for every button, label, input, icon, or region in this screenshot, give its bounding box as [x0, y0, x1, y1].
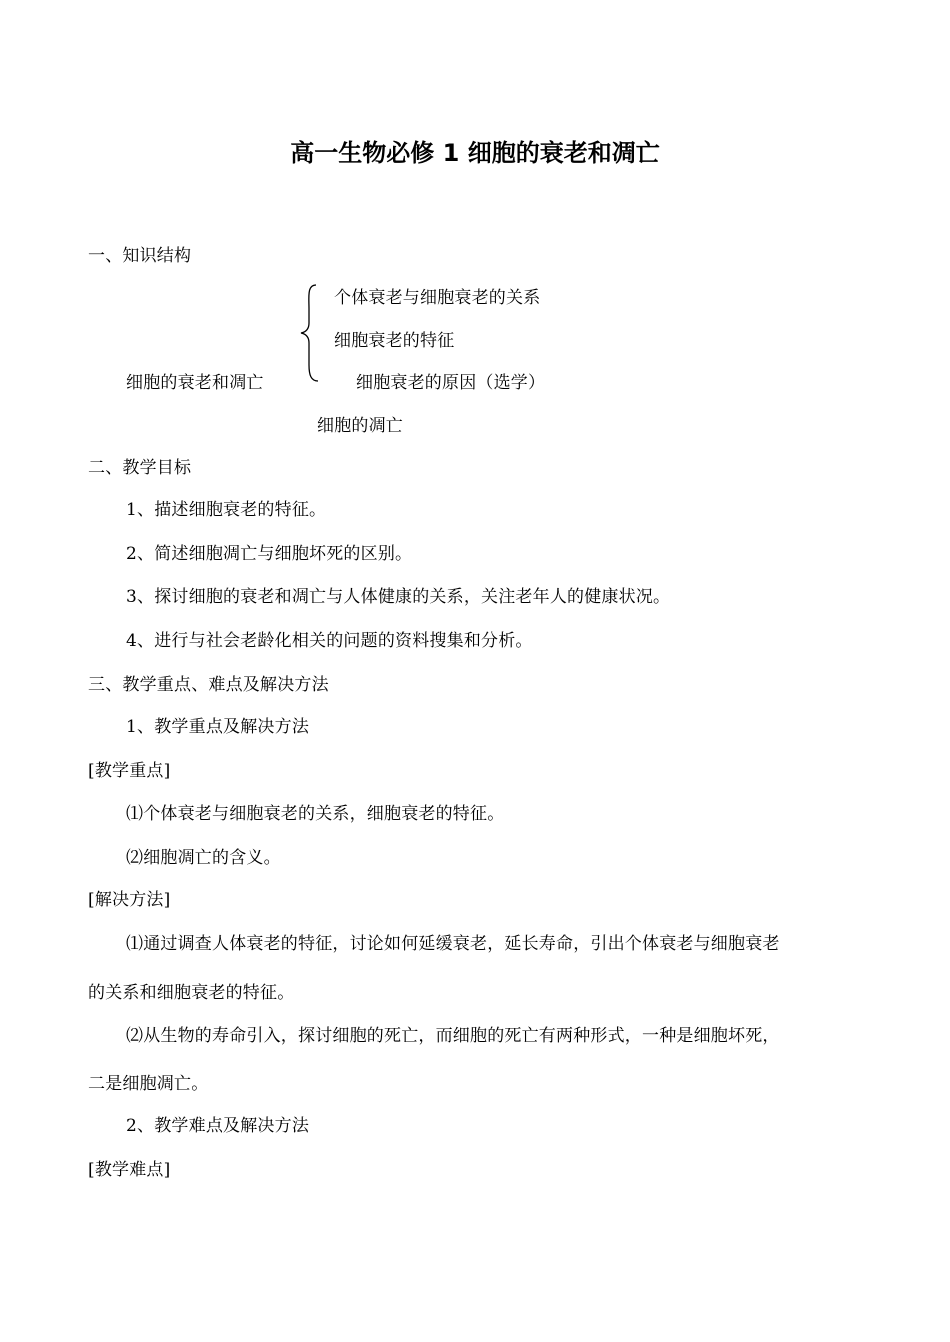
section-heading-goals: 二、教学目标 — [88, 458, 192, 478]
subheading-difficulties: 2、教学难点及解决方法 — [126, 1116, 310, 1136]
label-methods: [解决方法] — [88, 890, 171, 910]
method-item-1-line-1: ⑴通过调查人体衰老的特征，讨论如何延缓衰老，延长寿命，引出个体衰老与细胞衰老 — [126, 934, 780, 954]
section-heading-key-points: 三、教学重点、难点及解决方法 — [88, 675, 329, 695]
section-heading-structure: 一、知识结构 — [88, 246, 192, 266]
structure-branch-1: 个体衰老与细胞衰老的关系 — [334, 288, 541, 308]
goal-item: 1、描述细胞衰老的特征。 — [126, 500, 327, 520]
label-key-points: [教学重点] — [88, 761, 171, 781]
goal-item: 2、简述细胞凋亡与细胞坏死的区别。 — [126, 544, 413, 564]
key-point-item: ⑴个体衰老与细胞衰老的关系，细胞衰老的特征。 — [126, 804, 505, 824]
goal-item: 3、探讨细胞的衰老和凋亡与人体健康的关系，关注老年人的健康状况。 — [126, 587, 671, 607]
structure-root: 细胞的衰老和凋亡 — [126, 373, 264, 393]
curly-brace-icon — [298, 283, 320, 383]
structure-branch-3: 细胞衰老的原因（选学） — [356, 373, 546, 393]
label-difficulties: [教学难点] — [88, 1160, 171, 1180]
method-item-2-line-2: 二是细胞凋亡。 — [88, 1074, 209, 1094]
document-title: 高一生物必修 1 细胞的衰老和凋亡 — [290, 139, 660, 167]
key-point-item: ⑵细胞凋亡的含义。 — [126, 848, 281, 868]
method-item-2-line-1: ⑵从生物的寿命引入，探讨细胞的死亡，而细胞的死亡有两种形式，一种是细胞坏死， — [126, 1026, 780, 1046]
structure-branch-2: 细胞衰老的特征 — [334, 331, 455, 351]
subheading-key-points: 1、教学重点及解决方法 — [126, 717, 310, 737]
goal-item: 4、进行与社会老龄化相关的问题的资料搜集和分析。 — [126, 631, 533, 651]
method-item-1-line-2: 的关系和细胞衰老的特征。 — [88, 983, 295, 1003]
structure-branch-4: 细胞的凋亡 — [317, 416, 403, 436]
